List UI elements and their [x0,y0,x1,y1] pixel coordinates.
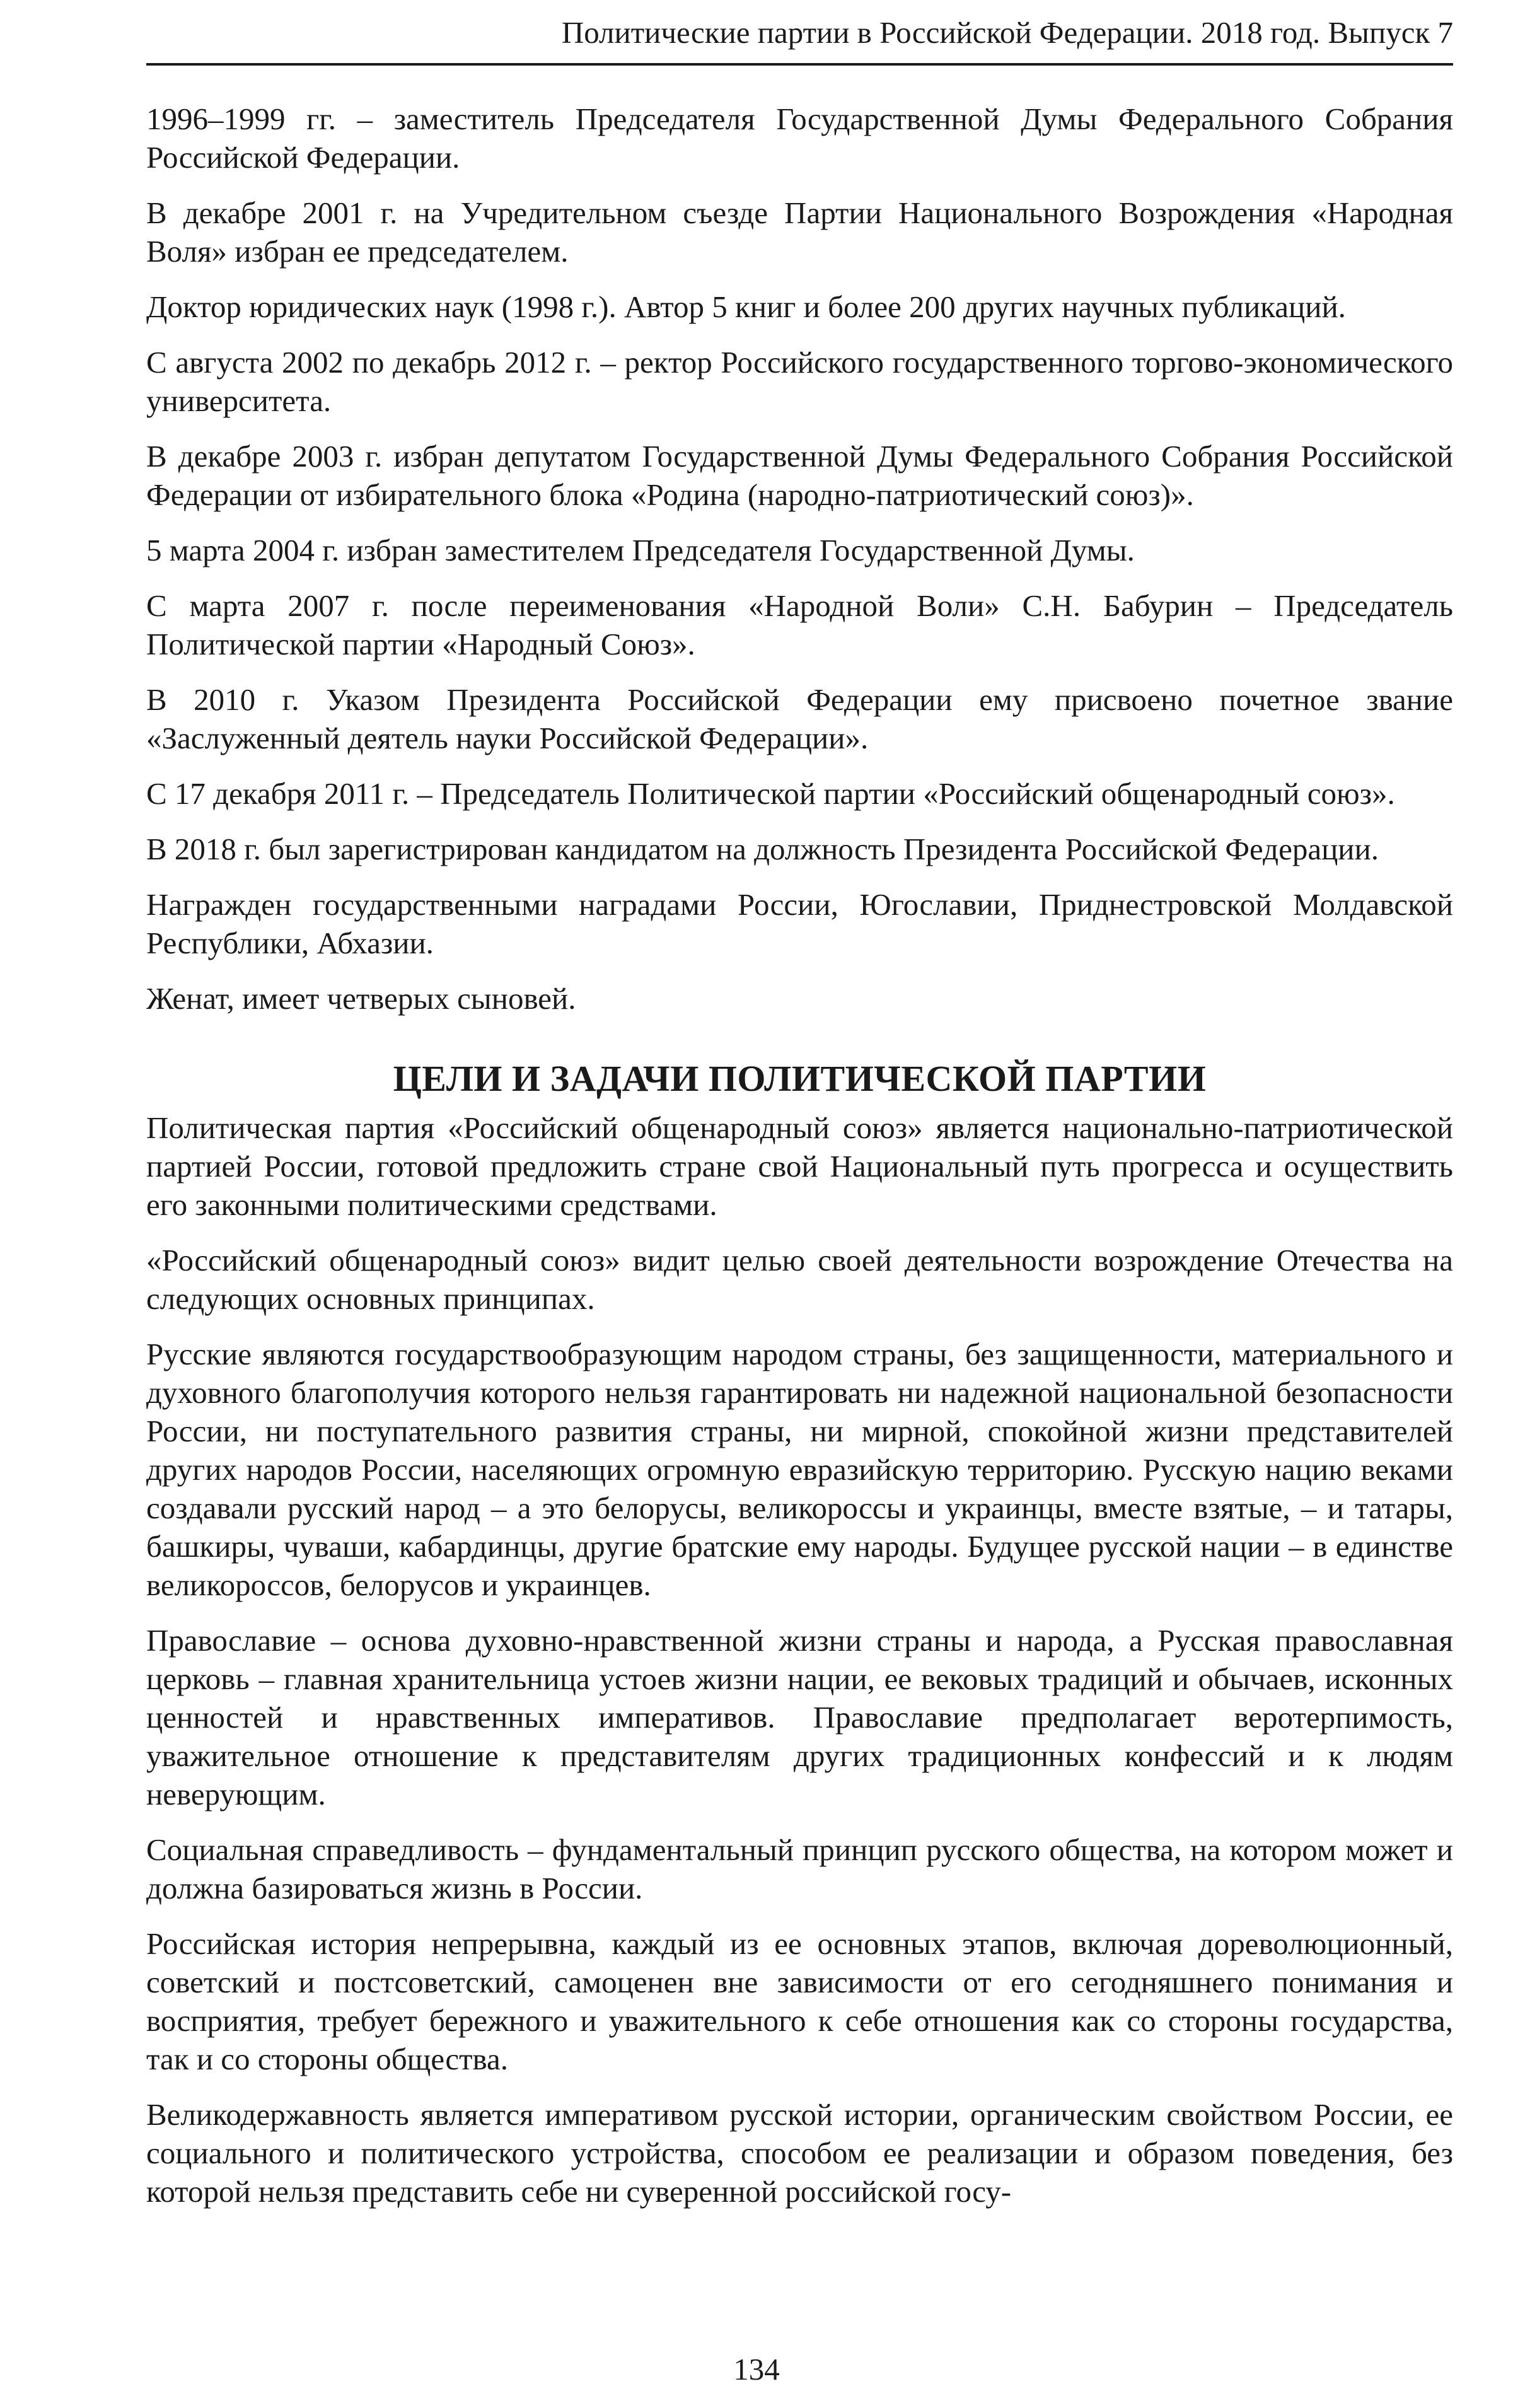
biography-paragraph: В 2018 г. был зарегистрирован кандидатом на должность Президента Российской Федерации. [146,832,1379,866]
section-heading: ЦЕЛИ И ЗАДАЧИ ПОЛИТИЧЕСКОЙ ПАРТИИ [393,1058,1207,1099]
header-divider [146,63,1453,66]
biography-paragraph: 1996–1999 гг. – заместитель Председателя Государственной Думы Федерального Собрания Российской Федерации. [146,102,1453,175]
section-paragraph: Российская история непрерывна, каждый из ее основных этапов, включая дореволюционный, советский и постсоветский, самоценен вне зависимости от его сегодняшнего понимания и восприятия, требует бережного и уважительного к себе отношения как со стороны государства, так и со стороны общества. [146,1926,1453,2076]
page-content [146,100,1453,2228]
biography-paragraph: С марта 2007 г. после переименования «Народной Воли» С.Н. Бабурин – Председатель Политической партии «Народный Союз». [146,588,1453,661]
section-paragraph: Русские являются государствообразующим народом страны, без защищенности, материального и духовного благополучия которого нельзя гарантировать ни надежной национальной безопасности России, ни поступательного развития страны, ни мирной, спокойной жизни представителей других народов России, населяющих огромную евразийскую территорию. Русскую нацию веками создавали русский народ – а это белорусы, великороссы и украинцы, вместе взятые, – и татары, башкиры, чуваши, кабардинцы, другие братские ему народы. Будущее русской нации – в единстве великороссов, белорусов и украинцев. [146,1337,1453,1602]
section-paragraph: «Российский общенародный союз» видит целью своей деятельности возрождение Отечества на следующих основных принципах. [146,1243,1453,1316]
biography-paragraph: Доктор юридических наук (1998 г.). Автор 5 книг и более 200 других научных публикаций. [146,289,1346,324]
section-paragraph: Политическая партия «Российский общенародный союз» является национально-патриотической партией России, готовой предложить стране свой Национальный путь прогресса и осуществить его законными политическими средствами. [146,1110,1453,1222]
section-paragraph: Православие – основа духовно-нравственной жизни страны и народа, а Русская православная церковь – главная хранительница устоев жизни нации, ее вековых традиций и обычаев, исконных ценностей и нравственных императивов. Православие предполагает веротерпимость, уважительное отношение к представителям других традиционных конфессий и к людям неверующим. [146,1623,1453,1812]
biography-paragraph: С августа 2002 по декабрь 2012 г. – ректор Российского государственного торгово-экономического университета. [146,345,1453,418]
biography-paragraph: Награжден государственными наградами России, Югославии, Приднестровской Молдавской Республики, Абхазии. [146,887,1453,960]
section-paragraph: Великодержавность является императивом русской истории, органическим свойством России, ее социального и политического устройства, способом ее реализации и образом поведения, без которой нельзя представить себе ни суверенной российской госу- [146,2097,1453,2209]
page-number: 134 [733,2352,780,2387]
biography-paragraph: В 2010 г. Указом Президента Российской Федерации ему присвоено почетное звание «Заслуженный деятель науки Российской Федерации». [146,682,1453,755]
biography-paragraph: В декабре 2001 г. на Учредительном съезде Партии Национального Возрождения «Народная Воля» избран ее председателем. [146,195,1453,269]
running-header: Политические партии в Российской Федерации. 2018 год. Выпуск 7 [561,15,1453,50]
biography-paragraph: В декабре 2003 г. избран депутатом Государственной Думы Федерального Собрания Российской Федерации от избирательного блока «Родина (народно-патриотический союз)». [146,439,1453,512]
section-paragraph: Социальная справедливость – фундаментальный принцип русского общества, на котором может и должна базироваться жизнь в России. [146,1832,1453,1905]
biography-paragraph: 5 марта 2004 г. избран заместителем Председателя Государственной Думы. [146,533,1135,567]
biography-paragraph: С 17 декабря 2011 г. – Председатель Политической партии «Российский общенародный союз». [146,776,1395,811]
biography-paragraph: Женат, имеет четверых сыновей. [146,981,576,1016]
